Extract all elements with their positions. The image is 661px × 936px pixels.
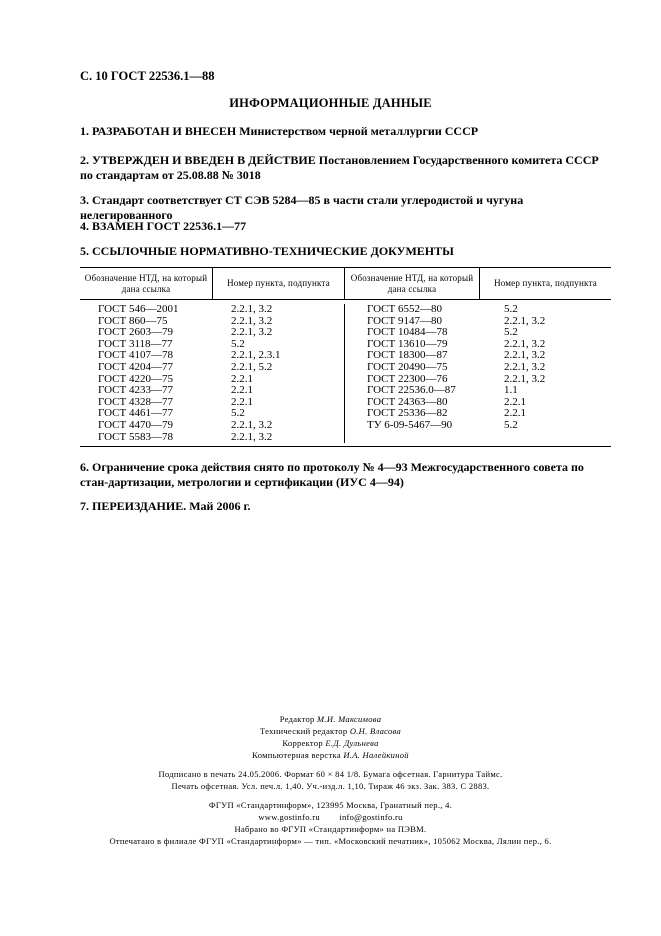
table-cell: ГОСТ 9147—80 (367, 314, 442, 327)
table-cell: ГОСТ 25336—82 (367, 407, 448, 420)
item-number: 4. (80, 219, 89, 233)
item-lead: ВЗАМЕН ГОСТ 22536.1—77 (92, 219, 247, 233)
table-cell: 2.2.1, 3.2 (231, 430, 273, 443)
table-cell: ГОСТ 18300—87 (367, 349, 448, 362)
item-lead: ССЫЛОЧНЫЕ НОРМАТИВНО-ТЕХНИЧЕСКИЕ ДОКУМЕНТЫ (92, 244, 454, 258)
item-1 (80, 124, 610, 139)
credit-role: Компьютерная верстка (252, 750, 341, 760)
item-number: 7. (80, 499, 89, 513)
credit-role: Редактор (279, 714, 315, 724)
table-cell: ГОСТ 13610—79 (367, 337, 448, 350)
item-5 (80, 244, 610, 259)
right-ntd-column (345, 304, 480, 443)
credit-name: И.А. Налейкиной (343, 750, 409, 760)
table-cell: 2.2.1, 3.2 (504, 337, 546, 350)
table-cell: 2.2.1, 3.2 (231, 314, 273, 327)
publisher-line: www.gostinfo.ru info@gostinfo.ru (258, 812, 403, 822)
table-cell: ГОСТ 860—75 (98, 314, 168, 327)
table-cell: 1.1 (504, 384, 518, 397)
table-cell: 2.2.1, 3.2 (231, 326, 273, 339)
print-info-block (0, 768, 661, 792)
item-7 (80, 499, 610, 514)
credit-name: Е.Д. Дульнева (325, 738, 379, 748)
table-cell: ГОСТ 22536.0—87 (367, 384, 456, 397)
table-cell: ГОСТ 24363—80 (367, 395, 448, 408)
left-point-column (213, 304, 345, 443)
item-number: 5. (80, 244, 89, 258)
table-cell: 2.2.1 (231, 395, 253, 408)
table-cell: ГОСТ 4461—77 (98, 407, 173, 420)
credit-line (0, 737, 661, 749)
table-cell: 2.2.1, 2.3.1 (231, 349, 281, 362)
table-cell: 2.2.1 (231, 372, 253, 385)
item-number: 1. (80, 124, 89, 138)
item-number: 3. (80, 193, 89, 207)
publisher-block (0, 799, 661, 847)
table-cell: ГОСТ 4470—79 (98, 418, 173, 431)
page-title: ИНФОРМАЦИОННЫЕ ДАННЫЕ (229, 96, 432, 110)
credit-role: Технический редактор (259, 726, 348, 736)
table-cell: 2.2.1, 3.2 (504, 349, 546, 362)
table-header (80, 268, 611, 300)
table-cell: 2.2.1 (504, 395, 526, 408)
publisher-line: Набрано во ФГУП «Стандартинформ» на ПЭВМ. (234, 824, 427, 834)
table-cell: 2.2.1, 5.2 (231, 360, 273, 373)
table-cell: ГОСТ 4233—77 (98, 384, 173, 397)
table-cell: 5.2 (231, 407, 245, 420)
left-ntd-column (80, 304, 213, 443)
item-4 (80, 219, 610, 234)
credit-name: М.И. Максимова (317, 714, 382, 724)
table-cell: ГОСТ 546—2001 (98, 303, 179, 315)
item-2 (80, 153, 610, 183)
item-text: Министерством черной металлургии СССР (236, 124, 479, 138)
table-body (80, 300, 611, 446)
table-cell: ГОСТ 20490—75 (367, 360, 448, 373)
publisher-line: Отпечатано в филиале ФГУП «Стандартинформ» — тип. «Московский печатник», 105062 Москва, Лялин пер., 6. (109, 836, 552, 846)
table-cell: 2.2.1 (231, 384, 253, 397)
print-info-line: Печать офсетная. Усл. печ.л. 1,40. Уч.-изд.л. 1,10. Тираж 46 экз. Зак. 383. С 2883. (171, 781, 490, 791)
table-cell: 2.2.1, 3.2 (504, 314, 546, 327)
table-cell: ГОСТ 4204—77 (98, 360, 173, 373)
table-cell: ГОСТ 4107—78 (98, 349, 173, 362)
item-text: Постановлением Государственного комитета СССР по стандартам от 25.08.88 № 3018 (80, 153, 599, 182)
column-header: Обозначение НТД, на который дана ссылка (345, 268, 480, 299)
credit-role: Корректор (282, 738, 323, 748)
item-lead: УТВЕРЖДЕН И ВВЕДЕН В ДЕЙСТВИЕ (92, 153, 316, 167)
table-cell: ГОСТ 4220—75 (98, 372, 173, 385)
credits-block (0, 713, 661, 761)
item-number: 2. (80, 153, 89, 167)
table-cell: ГОСТ 6552—80 (367, 303, 442, 315)
table-cell: ГОСТ 3118—77 (98, 337, 173, 350)
table-cell: ГОСТ 2603—79 (98, 326, 173, 339)
table-cell: 2.2.1, 3.2 (504, 372, 546, 385)
reference-table (80, 267, 611, 447)
table-cell: ГОСТ 10484—78 (367, 326, 448, 339)
table-cell: 5.2 (504, 418, 518, 431)
credit-name: О.Н. Власова (349, 726, 402, 736)
item-text: Стандарт соответствует СТ СЭВ 5284—85 в части стали углеродистой и чугуна нелегированного (80, 193, 524, 222)
table-cell: ГОСТ 5583—78 (98, 430, 173, 443)
print-info-line: Подписано в печать 24.05.2006. Формат 60 × 84 1/8. Бумага офсетная. Гарнитура Таймс. (158, 769, 503, 779)
page-header: С. 10 ГОСТ 22536.1—88 (80, 69, 215, 83)
item-number: 6. (80, 460, 89, 474)
column-header: Номер пункта, подпункта (494, 278, 597, 288)
item-text: Ограничение срока действия снято по протоколу № 4—93 Межгосударственного совета по стан-дартизации, метрологии и сертификации (ИУС 4—94) (80, 460, 584, 489)
publisher-line: ФГУП «Стандартинформ», 123995 Москва, Гранатный пер., 4. (208, 800, 453, 810)
right-point-column (480, 304, 611, 443)
table-cell: ГОСТ 22300—76 (367, 372, 448, 385)
table-cell: 2.2.1, 3.2 (231, 303, 273, 315)
column-header: Обозначение НТД, на который дана ссылка (80, 268, 213, 299)
column-header: Номер пункта, подпункта (213, 268, 345, 299)
table-cell: 5.2 (504, 326, 518, 339)
table-cell: 2.2.1, 3.2 (231, 418, 273, 431)
table-cell: 2.2.1, 3.2 (504, 360, 546, 373)
item-6 (80, 460, 610, 490)
table-cell: ТУ 6-09-5467—90 (367, 418, 453, 431)
credit-line (0, 725, 661, 737)
credit-line (0, 713, 661, 725)
table-cell: 5.2 (231, 337, 245, 350)
item-text: ПЕРЕИЗДАНИЕ. Май 2006 г. (92, 499, 251, 513)
table-cell: ГОСТ 4328—77 (98, 395, 173, 408)
credit-line (0, 749, 661, 761)
table-cell: 5.2 (504, 303, 518, 315)
table-cell: 2.2.1 (504, 407, 526, 420)
item-lead: РАЗРАБОТАН И ВНЕСЕН (92, 124, 237, 138)
